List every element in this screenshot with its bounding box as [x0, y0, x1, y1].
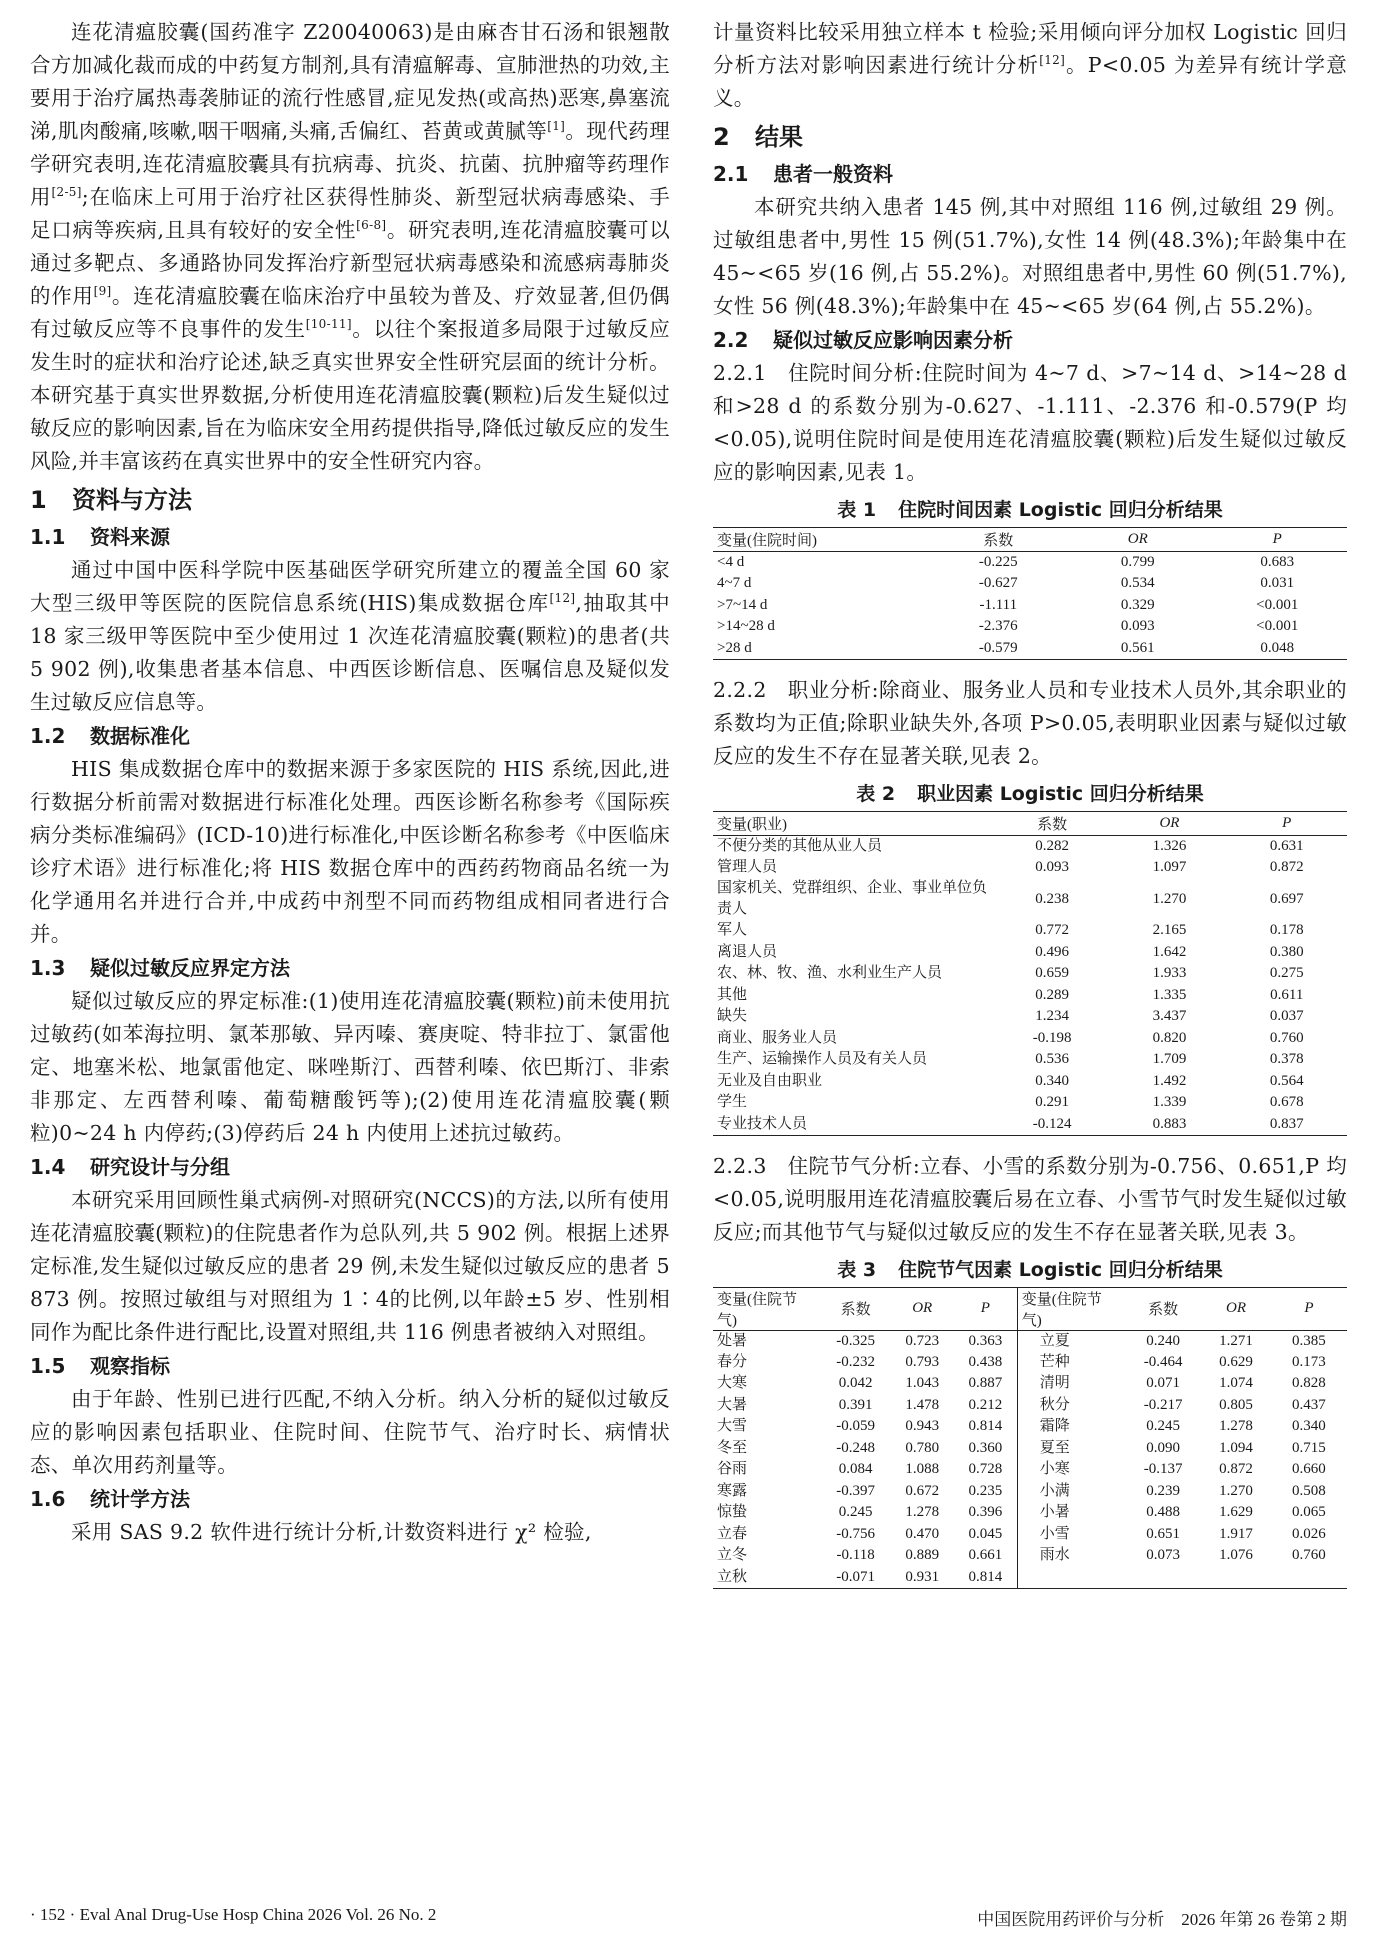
table-cell: 1.076	[1219, 1547, 1253, 1564]
column-header: 变量(职业)	[713, 811, 992, 835]
table-cell: -2.376	[978, 618, 1018, 635]
subsection-heading: 1.1 资料来源	[30, 525, 170, 549]
table-cell: 秋分	[1017, 1395, 1125, 1417]
table-cell: 0.837	[1227, 1114, 1347, 1136]
table-cell: 小暑	[1017, 1502, 1125, 1524]
table-row	[713, 1502, 1347, 1524]
table-cell: -0.325	[836, 1332, 875, 1349]
table-cell: 0.661	[968, 1547, 1003, 1564]
table-cell: <4 d	[717, 554, 745, 570]
table-row	[713, 1395, 1347, 1417]
table-cell: 0.470	[905, 1525, 940, 1542]
column-header: P	[1208, 528, 1348, 552]
table-cell: 0.872	[1219, 1461, 1253, 1478]
subsection-heading: 1.5 观察指标	[30, 1354, 170, 1378]
table-cell: -0.397	[836, 1482, 875, 1499]
table-cell: 0.799	[1120, 554, 1155, 570]
table-cell: 军人	[717, 922, 748, 939]
table-cell: 0.026	[1292, 1525, 1326, 1542]
table-row	[713, 963, 1347, 985]
column-header: 变量(住院时间)	[713, 528, 929, 552]
table-row	[713, 1049, 1347, 1071]
left-column	[30, 16, 670, 1549]
table-row	[713, 1438, 1347, 1460]
paragraph: 通过中国中医科学院中医基础医学研究所建立的覆盖全国 60 家大型三级甲等医院的医院信息系统(HIS)集成数据仓库[12],抽取其中 18 家三级甲等医院中至少使用过 1 次连花清瘟胶囊(颗粒)的患者(共 5 902 例),收集患者基本信息、中西医诊断信息、医嘱信息及疑似发生过敏反应信息等。	[30, 558, 670, 714]
table-caption: 表 1 住院时间因素 Logistic 回归分析结果	[837, 499, 1223, 521]
table-cell: 0.282	[1035, 837, 1070, 854]
table-row	[713, 878, 1347, 920]
table-cell: 0.380	[1269, 943, 1304, 960]
table-cell: -0.232	[836, 1353, 875, 1370]
table-cell: 惊蛰	[717, 1504, 748, 1521]
subsection-heading: 1.2 数据标准化	[30, 724, 190, 748]
table-cell: 缺失	[717, 1008, 748, 1025]
table-cell: 1.917	[1219, 1525, 1253, 1542]
table-cell: 0.291	[1035, 1094, 1070, 1111]
table-cell: 0.275	[1269, 965, 1304, 982]
table-cell: 其他	[717, 986, 748, 1003]
table-cell: 0.683	[1260, 554, 1295, 570]
table-cell: 0.561	[1068, 638, 1207, 660]
table-cell: -0.071	[821, 1567, 891, 1589]
table-2	[713, 811, 1347, 1136]
table-cell: -0.756	[836, 1525, 875, 1542]
table-cell: 0.031	[1260, 575, 1295, 592]
table-cell: 0.378	[1269, 1051, 1304, 1068]
subsection-heading: 2.1 患者一般资料	[713, 162, 893, 186]
intro-paragraph: 连花清瘟胶囊(国药准字 Z20040063)是由麻杏甘石汤和银翘散合方加减化裁而成的中药复方制剂,具有清瘟解毒、宣肺泄热的功效,主要用于治疗属热毒袭肺证的流行性感冒,症见发热(或高热)恶寒,鼻塞流涕,肌肉酸痛,咳嗽,咽干咽痛,头痛,舌偏红、苔黄或黄腻等[1]。现代药理学研究表明,连花清瘟胶囊具有抗病毒、抗炎、抗菌、抗肿瘤等药理作用[2-5];在临床上可用于治疗社区获得性肺炎、新型冠状病毒感染、手足口病等疾病,且具有较好的安全性[6-8]。研究表明,连花清瘟胶囊可以通过多靶点、多通路协同发挥治疗新型冠状病毒感染和流感病毒肺炎的作用[9]。连花清瘟胶囊在临床治疗中虽较为普及、疗效显著,但仍偶有过敏反应等不良事件的发生[10-11]。以往个案报道多局限于过敏反应发生时的症状和治疗论述,缺乏真实世界安全性研究层面的统计分析。本研究基于真实世界数据,分析使用连花清瘟胶囊(颗粒)后发生疑似过敏反应的影响因素,旨在为临床安全用药提供指导,降低过敏反应的发生风险,并丰富该药在真实世界中的安全性研究内容。	[30, 20, 671, 473]
table-cell: -0.124	[992, 1114, 1112, 1136]
table-row	[713, 920, 1347, 942]
table-cell: 夏至	[1017, 1438, 1125, 1460]
column-header: 变量(住院节气)	[713, 1287, 821, 1330]
table-row	[713, 595, 1347, 617]
column-header: OR	[1201, 1287, 1271, 1330]
table-cell	[1017, 1567, 1125, 1589]
table-cell: 1.271	[1219, 1332, 1253, 1349]
table-cell	[1271, 1567, 1347, 1589]
table-cell: 0.391	[838, 1396, 873, 1413]
table-cell: >14~28 d	[717, 618, 775, 635]
table-cell: 0.728	[968, 1461, 1003, 1478]
table-cell: 寒露	[717, 1482, 748, 1499]
table-cell: 小雪	[1017, 1524, 1125, 1546]
column-header: P	[1271, 1287, 1347, 1330]
table-cell: 0.173	[1292, 1353, 1326, 1370]
paragraph: 2.2.3 住院节气分析:立春、小雪的系数分别为-0.756、0.651,P 均<0.05,说明服用连花清瘟胶囊后易在立春、小雪节气时发生疑似过敏反应;而其他节气与疑似过敏反应的发生不存在显著关联,见表 3。	[713, 1153, 1347, 1244]
table-cell: 0.872	[1269, 858, 1304, 875]
table-cell: 0.629	[1219, 1353, 1253, 1370]
table-row	[713, 1006, 1347, 1028]
table-cell: 0.235	[968, 1482, 1003, 1499]
table-cell: 1.339	[1152, 1094, 1187, 1111]
table-cell: 0.071	[1146, 1375, 1180, 1392]
table-row	[713, 616, 1347, 638]
table-cell	[1125, 1567, 1201, 1589]
table-cell: 清明	[1017, 1373, 1125, 1395]
table-cell: 0.360	[968, 1439, 1003, 1456]
table-cell: 商业、服务业人员	[717, 1029, 838, 1046]
column-header: 系数	[929, 528, 1068, 552]
table-cell: 0.245	[838, 1504, 873, 1521]
table-cell: 1.043	[905, 1375, 940, 1392]
table-cell: 0.238	[1035, 890, 1070, 907]
table-cell: 0.660	[1292, 1461, 1326, 1478]
table-cell: 1.492	[1152, 1072, 1187, 1089]
table-cell: 学生	[717, 1094, 748, 1111]
table-cell: 0.723	[905, 1332, 940, 1349]
table-cell: 0.093	[1035, 858, 1070, 875]
table-row	[713, 1459, 1347, 1481]
table-cell: -0.118	[836, 1547, 875, 1564]
subsection-heading: 2.2 疑似过敏反应影响因素分析	[713, 328, 1013, 352]
page-footer-left: · 152 · Eval Anal Drug-Use Hosp China 2026 Vol. 26 No. 2	[30, 1905, 437, 1924]
table-cell: 0.245	[1146, 1418, 1180, 1435]
paragraph: 计量资料比较采用独立样本 t 检验;采用倾向评分加权 Logistic 回归分析方法对影响因素进行统计分析[12]。P<0.05 为差异有统计学意义。	[713, 20, 1347, 110]
table-cell: 离退人员	[717, 943, 778, 960]
table-cell: 0.289	[1035, 986, 1070, 1003]
table-cell: 0.340	[1292, 1418, 1326, 1435]
subsection-heading: 1.6 统计学方法	[30, 1487, 190, 1511]
column-header: 系数	[821, 1287, 891, 1330]
table-cell: 立夏	[1017, 1330, 1125, 1352]
table-cell: 2.165	[1152, 922, 1187, 939]
table-cell: 0.385	[1292, 1332, 1326, 1349]
table-cell: 冬至	[717, 1439, 748, 1456]
table-cell: 0.793	[905, 1353, 940, 1370]
table-cell: 0.093	[1120, 618, 1155, 635]
table-cell: 0.943	[905, 1418, 940, 1435]
table-cell: 0.805	[1219, 1396, 1253, 1413]
table-cell: 0.178	[1269, 922, 1304, 939]
table-cell: 1.097	[1152, 858, 1187, 875]
table-cell: 0.820	[1152, 1029, 1187, 1046]
table-cell: 0.045	[968, 1525, 1003, 1542]
table-row	[713, 942, 1347, 964]
table-cell: 0.651	[1146, 1525, 1180, 1542]
paragraph: 疑似过敏反应的界定标准:(1)使用连花清瘟胶囊(颗粒)前未使用抗过敏药(如苯海拉明、氯苯那敏、异丙嗪、赛庚啶、特非拉丁、氯雷他定、地塞米松、地氯雷他定、咪唑斯汀、西替利嗪、依巴斯汀、非索非那定、左西替利嗪、葡萄糖酸钙等);(2)使用连花清瘟胶囊(颗粒)0~24 h 内停药;(3)停药后 24 h 内使用上述抗过敏药。	[30, 989, 670, 1145]
table-cell: 0.678	[1269, 1094, 1304, 1111]
table-cell: 0.659	[1035, 965, 1070, 982]
table-cell: 0.065	[1292, 1504, 1326, 1521]
table-cell: 1.278	[1219, 1418, 1253, 1435]
subsection-heading: 1.3 疑似过敏反应界定方法	[30, 956, 290, 980]
paragraph: HIS 集成数据仓库中的数据来源于多家医院的 HIS 系统,因此,进行数据分析前需对数据进行标准化处理。西医诊断名称参考《国际疾病分类标准编码》(ICD-10)进行标准化,中医诊断名称参考《中医临床诊疗术语》进行标准化;将 HIS 数据仓库中的西药药物商品名统一为化学通用名并进行合并,中成药中剂型不同而药物组成相同者进行合并。	[30, 757, 670, 946]
table-cell: 小寒	[1017, 1459, 1125, 1481]
table-cell: 1.933	[1152, 965, 1187, 982]
table-row	[713, 1071, 1347, 1093]
table-cell: 1.709	[1152, 1051, 1187, 1068]
table-cell: 无业及自由职业	[717, 1072, 823, 1089]
table-cell: >28 d	[713, 638, 929, 660]
table-row	[713, 1481, 1347, 1503]
table-row	[713, 1545, 1347, 1567]
table-row	[713, 1114, 1347, 1136]
table-cell: 0.883	[1112, 1114, 1226, 1136]
table-cell: 0.780	[905, 1439, 940, 1456]
table-3	[713, 1287, 1347, 1589]
table-cell: 1.094	[1219, 1439, 1253, 1456]
column-header: 变量(住院节气)	[1017, 1287, 1125, 1330]
table-cell: 0.084	[838, 1461, 873, 1478]
table-cell: -0.217	[1143, 1396, 1183, 1413]
table-cell: 芒种	[1017, 1352, 1125, 1374]
table-row	[713, 985, 1347, 1007]
table-cell: -0.248	[836, 1439, 875, 1456]
table-cell: 0.212	[968, 1396, 1003, 1413]
table-cell: 农、林、牧、渔、水利业生产人员	[717, 965, 943, 982]
table-cell: 处暑	[717, 1332, 748, 1349]
section-heading: 1 资料与方法	[30, 486, 192, 514]
table-cell: -0.627	[978, 575, 1018, 592]
table-cell: 0.437	[1292, 1396, 1326, 1413]
table-cell: 0.772	[1035, 922, 1070, 939]
table-header-row	[713, 528, 1347, 552]
table-cell: 0.534	[1120, 575, 1155, 592]
table-cell: 0.828	[1292, 1375, 1326, 1392]
paragraph: 由于年龄、性别已进行匹配,不纳入分析。纳入分析的疑似过敏反应的影响因素包括职业、住院时间、住院节气、治疗时长、病情状态、单次用药剂量等。	[30, 1387, 670, 1477]
table-header-row	[713, 1287, 1347, 1330]
table-cell: <0.001	[1256, 596, 1299, 613]
paragraph: 本研究采用回顾性巢式病例-对照研究(NCCS)的方法,以所有使用连花清瘟胶囊(颗粒)的住院患者作为总队列,共 5 902 例。根据上述界定标准,发生疑似过敏反应的患者 29 例,未发生疑似过敏反应的患者 5 873 例。按照过敏组与对照组为 1∶4的比例,以年龄±5 岁、性别相同作为配比条件进行配比,设置对照组,共 116 例患者被纳入对照组。	[30, 1188, 670, 1344]
table-cell: 1.270	[1152, 890, 1187, 907]
column-header: 系数	[992, 811, 1112, 835]
table-cell: 立冬	[717, 1547, 748, 1564]
table-row	[713, 1028, 1347, 1050]
table-cell	[1201, 1567, 1271, 1589]
table-cell: 1.088	[905, 1461, 940, 1478]
table-row	[713, 638, 1347, 660]
table-cell: 0.611	[1270, 986, 1304, 1003]
table-cell: 4~7 d	[717, 575, 752, 592]
table-cell: 春分	[717, 1353, 748, 1370]
table-caption: 表 2 职业因素 Logistic 回归分析结果	[856, 782, 1204, 805]
table-cell: 0.340	[1035, 1072, 1070, 1089]
table-cell: 0.715	[1292, 1439, 1326, 1456]
table-cell: -0.225	[978, 554, 1018, 570]
table-cell: 0.073	[1146, 1547, 1180, 1564]
table-row	[713, 552, 1347, 574]
table-row	[713, 1330, 1347, 1352]
column-header: OR	[1112, 811, 1226, 835]
column-header: OR	[1068, 528, 1207, 552]
table-cell: 0.508	[1292, 1482, 1326, 1499]
table-cell: -1.111	[979, 596, 1018, 613]
table-row	[713, 1352, 1347, 1374]
table-cell: <0.001	[1256, 618, 1299, 635]
table-cell: 0.672	[905, 1482, 940, 1499]
table-row	[713, 835, 1347, 857]
table-cell: 不便分类的其他从业人员	[717, 837, 883, 854]
column-header: 系数	[1125, 1287, 1201, 1330]
table-cell: 0.631	[1269, 837, 1304, 854]
table-cell: 立秋	[713, 1567, 821, 1589]
table-row	[713, 1567, 1347, 1589]
table-cell: 霜降	[1017, 1416, 1125, 1438]
table-cell: 0.496	[1035, 943, 1070, 960]
paragraph: 采用 SAS 9.2 软件进行统计分析,计数资料进行 χ² 检验,	[71, 1520, 592, 1544]
table-cell: 大暑	[717, 1396, 748, 1413]
table-cell: 1.278	[905, 1504, 940, 1521]
table-cell: 国家机关、党群组织、企业、事业单位负责人	[717, 880, 988, 917]
table-cell: 0.240	[1146, 1332, 1180, 1349]
column-header: P	[1227, 811, 1347, 835]
table-1	[713, 527, 1347, 660]
table-cell: 立春	[717, 1525, 748, 1542]
table-cell: 谷雨	[717, 1461, 748, 1478]
right-column	[713, 16, 1347, 1589]
table-cell: -0.579	[929, 638, 1068, 660]
table-cell: 大寒	[717, 1375, 748, 1392]
table-cell: 1.270	[1219, 1482, 1253, 1499]
table-cell: 0.931	[891, 1567, 954, 1589]
table-cell: 1.326	[1152, 837, 1187, 854]
table-row	[713, 1373, 1347, 1395]
column-header: OR	[891, 1287, 954, 1330]
table-cell: 专业技术人员	[713, 1114, 992, 1136]
subsection-heading: 1.4 研究设计与分组	[30, 1155, 230, 1179]
table-cell: 1.478	[905, 1396, 940, 1413]
table-cell: 0.564	[1269, 1072, 1304, 1089]
paragraph: 2.2.1 住院时间分析:住院时间为 4~7 d、>7~14 d、>14~28 d 和>28 d 的系数分别为-0.627、-1.111、-2.376 和-0.579(P 均<0.05),说明住院时间是使用连花清瘟胶囊(颗粒)后发生疑似过敏反应的影响因素,见表 1。	[713, 361, 1347, 484]
table-cell: 0.048	[1208, 638, 1348, 660]
table-row	[713, 1524, 1347, 1546]
table-cell: 0.042	[838, 1375, 873, 1392]
page-footer-right: 中国医院用药评价与分析 2026 年第 26 卷第 2 期	[977, 1910, 1347, 1929]
table-cell: 0.037	[1269, 1008, 1304, 1025]
table-cell: 生产、运输操作人员及有关人员	[717, 1051, 928, 1068]
table-cell: 0.363	[968, 1332, 1003, 1349]
table-cell: 管理人员	[717, 858, 778, 875]
table-cell: 0.887	[968, 1375, 1003, 1392]
table-cell: 0.536	[1035, 1051, 1070, 1068]
table-caption: 表 3 住院节气因素 Logistic 回归分析结果	[837, 1258, 1223, 1281]
table-cell: 0.239	[1146, 1482, 1180, 1499]
table-cell: 0.814	[968, 1418, 1003, 1435]
table-cell: 大雪	[717, 1418, 748, 1435]
table-row	[713, 857, 1347, 879]
table-row	[713, 573, 1347, 595]
table-cell: 0.438	[968, 1353, 1003, 1370]
table-cell: -0.198	[1032, 1029, 1072, 1046]
table-cell: -0.059	[836, 1418, 875, 1435]
table-cell: 1.335	[1152, 986, 1187, 1003]
table-cell: 1.234	[1035, 1008, 1070, 1025]
table-cell: 1.629	[1219, 1504, 1253, 1521]
table-cell: 雨水	[1017, 1545, 1125, 1567]
table-cell: 0.090	[1146, 1439, 1180, 1456]
table-header-row	[713, 811, 1347, 835]
table-cell: 0.329	[1120, 596, 1155, 613]
table-cell: -0.137	[1143, 1461, 1183, 1478]
table-cell: 0.760	[1269, 1029, 1304, 1046]
table-row	[713, 1092, 1347, 1114]
table-cell: 0.488	[1146, 1504, 1180, 1521]
table-cell: 小满	[1017, 1481, 1125, 1503]
table-cell: -0.464	[1143, 1353, 1183, 1370]
table-row	[713, 1416, 1347, 1438]
table-cell: 0.814	[954, 1567, 1017, 1589]
paragraph: 2.2.2 职业分析:除商业、服务业人员和专业技术人员外,其余职业的系数均为正值;除职业缺失外,各项 P>0.05,表明职业因素与疑似过敏反应的发生不存在显著关联,见表 2。	[713, 677, 1347, 768]
table-cell: >7~14 d	[717, 596, 768, 613]
table-cell: 0.889	[905, 1547, 940, 1564]
column-header: P	[954, 1287, 1017, 1330]
table-cell: 1.074	[1219, 1375, 1253, 1392]
table-cell: 3.437	[1152, 1008, 1187, 1025]
table-cell: 0.760	[1292, 1547, 1326, 1564]
table-cell: 0.697	[1269, 890, 1304, 907]
section-heading: 2 结果	[713, 123, 803, 151]
table-cell: 0.396	[968, 1504, 1003, 1521]
paragraph: 本研究共纳入患者 145 例,其中对照组 116 例,过敏组 29 例。过敏组患者中,男性 15 例(51.7%),女性 14 例(48.3%);年龄集中在 45~<65 岁(16 例,占 55.2%)。对照组患者中,男性 60 例(51.7%),女性 56 例(48.3%);年龄集中在 45~<65 岁(64 例,占 55.2%)。	[713, 195, 1347, 318]
table-cell: 1.642	[1152, 943, 1187, 960]
